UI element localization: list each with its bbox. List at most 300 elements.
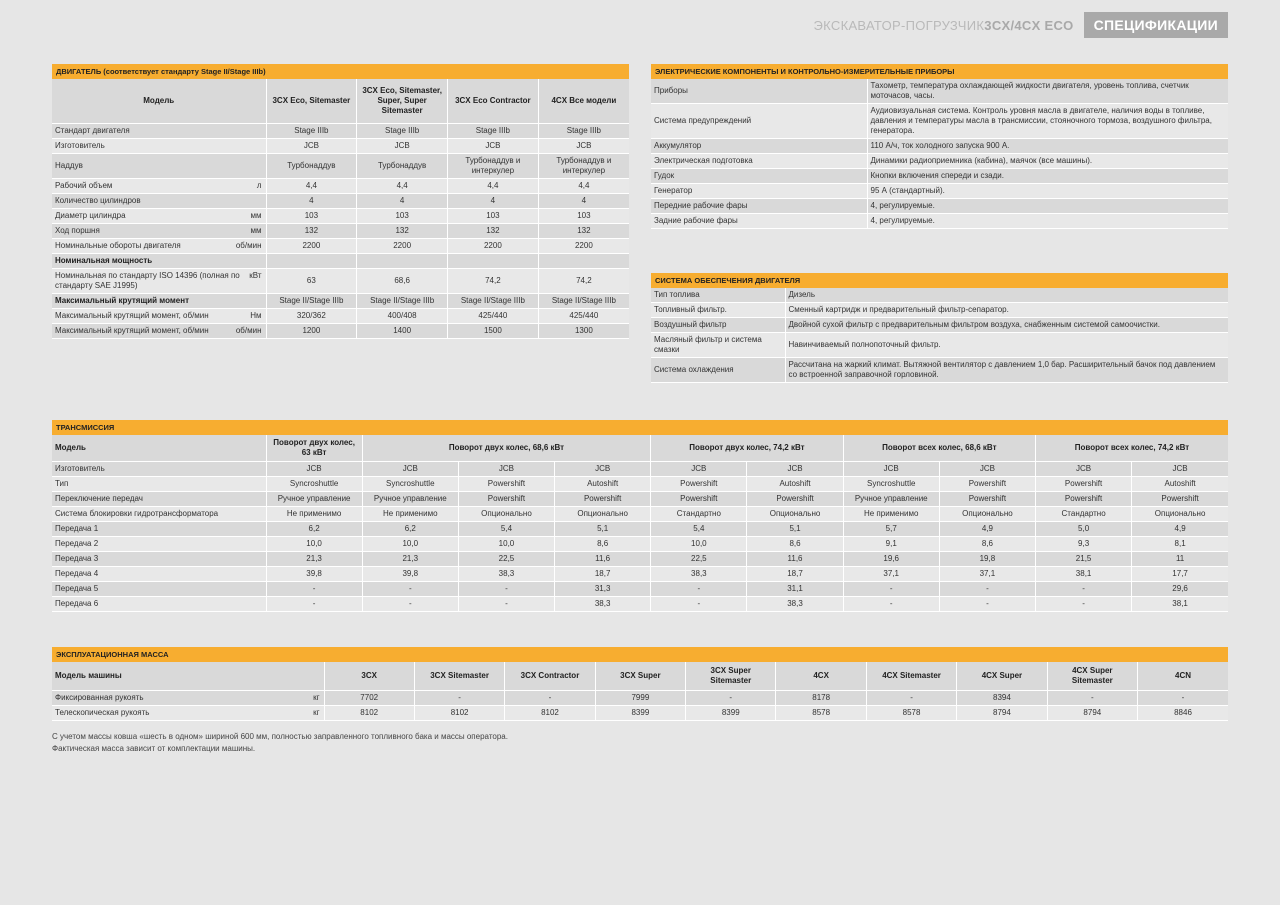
table-row [52, 567, 1228, 582]
row-label-wrap [55, 126, 263, 136]
table-cell: Autoshift [1132, 477, 1228, 492]
mass-table [52, 662, 1228, 721]
table-cell: Autoshift [747, 477, 843, 492]
table-cell: Опционально [1132, 507, 1228, 522]
row-label-text: Диаметр цилиндра [55, 211, 126, 220]
table-row [52, 194, 629, 209]
electric-section [651, 64, 1228, 229]
table-cell: 425/440 [448, 309, 539, 324]
table-cell: 31,1 [747, 582, 843, 597]
electric-table [651, 79, 1228, 229]
table-cell: - [458, 597, 554, 612]
table-cell: 2200 [266, 239, 357, 254]
table-cell: 18,7 [555, 567, 651, 582]
table-cell: 17,7 [1132, 567, 1228, 582]
row-label: Переключение передач [52, 492, 266, 507]
table-cell: 10,0 [266, 537, 362, 552]
transmission-table [52, 435, 1228, 612]
col-header: 3CX Super Sitemaster [686, 662, 776, 691]
row-label: Воздушный фильтр [651, 318, 785, 333]
row-unit: л [256, 181, 262, 190]
table-cell: Stage II/Stage IIIb [266, 294, 357, 309]
table-row [52, 597, 1228, 612]
table-cell: JCB [538, 139, 629, 154]
section-tab: СПЕЦИФИКАЦИИ [1084, 12, 1228, 38]
table-cell: 132 [448, 224, 539, 239]
row-label: Тип топлива [651, 288, 785, 303]
table-row [52, 462, 1228, 477]
table-cell: JCB [843, 462, 939, 477]
footnote [52, 731, 508, 755]
table-cell: 8,1 [1132, 537, 1228, 552]
table-row [52, 179, 629, 194]
table-cell [357, 254, 448, 269]
table-cell: 4 [448, 194, 539, 209]
table-cell: 4,4 [448, 179, 539, 194]
table-cell: 7702 [324, 691, 414, 706]
table-cell: 8399 [595, 706, 685, 721]
table-cell: Syncroshuttle [266, 477, 362, 492]
row-label: Электрическая подготовка [651, 154, 867, 169]
table-cell [538, 254, 629, 269]
table-row [651, 199, 1228, 214]
table-cell: 320/362 [266, 309, 357, 324]
row-label [52, 254, 266, 269]
table-row [651, 79, 1228, 104]
table-row [651, 288, 1228, 303]
table-cell: JCB [448, 139, 539, 154]
table-cell: Powershift [1132, 492, 1228, 507]
table-cell: 1500 [448, 324, 539, 339]
row-label-wrap [55, 296, 263, 306]
product-name: ЭКСКАВАТОР-ПОГРУЗЧИК [813, 17, 985, 33]
col-header: 3CX Eco Contractor [448, 79, 539, 124]
header-row [52, 662, 1228, 691]
footnote-line: С учетом массы ковша «шесть в одном» шириной 600 мм, полностью заправленного топливного бака и массы оператора. [52, 732, 508, 741]
table-cell: - [362, 597, 458, 612]
table-cell: Stage II/Stage IIIb [538, 294, 629, 309]
engine-support-title: СИСТЕМА ОБЕСПЕЧЕНИЯ ДВИГАТЕЛЯ [651, 273, 1228, 288]
table-cell: Autoshift [555, 477, 651, 492]
row-label-wrap [55, 141, 263, 151]
table-cell: - [686, 691, 776, 706]
row-unit: об/мин [235, 326, 262, 335]
table-cell: 132 [266, 224, 357, 239]
row-label: Передача 2 [52, 537, 266, 552]
table-cell: JCB [266, 139, 357, 154]
table-cell: 38,3 [555, 597, 651, 612]
mass-title: ЭКСПЛУАТАЦИОННАЯ МАССА [52, 647, 1228, 662]
table-cell: 132 [357, 224, 448, 239]
table-row [52, 477, 1228, 492]
table-row [52, 537, 1228, 552]
row-label-wrap [55, 708, 321, 718]
table-cell: 11 [1132, 552, 1228, 567]
table-cell: 19,8 [939, 552, 1035, 567]
row-unit: Нм [250, 311, 262, 320]
table-cell: Stage IIIb [538, 124, 629, 139]
row-value: Рассчитана на жаркий климат. Вытяжной вентилятор с давлением 1,0 бар. Расширительный бачок под давлением со встроенной заправочной горловиной. [785, 358, 1228, 383]
table-cell: Опционально [458, 507, 554, 522]
row-label: Топливный фильтр. [651, 303, 785, 318]
table-cell: 11,6 [555, 552, 651, 567]
table-cell: Не применимо [266, 507, 362, 522]
table-cell: Stage IIIb [266, 124, 357, 139]
table-cell: - [939, 582, 1035, 597]
table-cell: Powershift [555, 492, 651, 507]
row-label: Передача 1 [52, 522, 266, 537]
row-label-text: Рабочий объем [55, 181, 113, 190]
col-header: 4CX Sitemaster [866, 662, 956, 691]
row-label-wrap [55, 226, 263, 236]
row-label: Аккумулятор [651, 139, 867, 154]
table-cell: 103 [538, 209, 629, 224]
table-cell: 10,0 [651, 537, 747, 552]
table-cell: 4,4 [538, 179, 629, 194]
table-cell [266, 254, 357, 269]
row-label-wrap [55, 196, 263, 206]
table-cell: - [843, 582, 939, 597]
table-row [52, 239, 629, 254]
table-cell: 1400 [357, 324, 448, 339]
table-cell: 6,2 [266, 522, 362, 537]
row-label-wrap [55, 311, 263, 321]
table-cell: Турбонаддув и интеркулер [538, 154, 629, 179]
table-row [52, 209, 629, 224]
table-cell: Powershift [939, 492, 1035, 507]
table-cell: - [1138, 691, 1228, 706]
table-cell: 74,2 [538, 269, 629, 294]
table-cell: JCB [1036, 462, 1132, 477]
row-value: 95 А (стандартный). [867, 184, 1228, 199]
table-cell [448, 254, 539, 269]
row-value: Двойной сухой фильтр с предварительным фильтром воздуха, снабженным системой самоочистки. [785, 318, 1228, 333]
row-value: 4, регулируемые. [867, 214, 1228, 229]
table-cell: 39,8 [362, 567, 458, 582]
table-cell: - [1036, 582, 1132, 597]
row-label [52, 706, 324, 721]
table-cell: 8794 [957, 706, 1047, 721]
table-cell: 9,1 [843, 537, 939, 552]
table-cell: JCB [747, 462, 843, 477]
table-cell: Турбонаддув [357, 154, 448, 179]
transmission-section [52, 420, 1228, 612]
table-cell: 7999 [595, 691, 685, 706]
table-row [651, 358, 1228, 383]
col-group-header: Поворот двух колес, 63 кВт [266, 435, 362, 462]
table-row [52, 691, 1228, 706]
table-cell: 8102 [324, 706, 414, 721]
row-label-text: Изготовитель [55, 141, 105, 150]
table-cell: 5,4 [651, 522, 747, 537]
table-cell: 10,0 [362, 537, 458, 552]
table-cell: Стандартно [651, 507, 747, 522]
table-cell: 38,3 [458, 567, 554, 582]
table-cell: 18,7 [747, 567, 843, 582]
row-value: 110 А/ч, ток холодного запуска 900 А. [867, 139, 1228, 154]
row-label-text: Телескопическая рукоять [55, 708, 150, 717]
row-label: Тип [52, 477, 266, 492]
table-cell: 2200 [538, 239, 629, 254]
row-label-text: Максимальный крутящий момент, об/мин [55, 326, 209, 335]
table-row [651, 333, 1228, 358]
table-cell: Ручное управление [266, 492, 362, 507]
row-unit: кг [313, 693, 320, 702]
table-cell: - [651, 597, 747, 612]
row-label: Передача 6 [52, 597, 266, 612]
table-cell: Не применимо [843, 507, 939, 522]
engine-section [52, 64, 629, 339]
table-cell: Powershift [458, 477, 554, 492]
table-cell: 4,4 [266, 179, 357, 194]
product-model: 3CX/4CX ECO [984, 17, 1074, 33]
table-cell: 38,1 [1132, 597, 1228, 612]
table-cell: 4 [357, 194, 448, 209]
table-row [52, 154, 629, 179]
table-cell: 29,6 [1132, 582, 1228, 597]
row-label: Задние рабочие фары [651, 214, 867, 229]
electric-title: ЭЛЕКТРИЧЕСКИЕ КОМПОНЕНТЫ И КОНТРОЛЬНО-ИЗМЕРИТЕЛЬНЫЕ ПРИБОРЫ [651, 64, 1228, 79]
table-cell: Не применимо [362, 507, 458, 522]
table-cell: 5,1 [747, 522, 843, 537]
table-cell: Ручное управление [843, 492, 939, 507]
row-unit: мм [250, 211, 262, 220]
row-label: Передача 5 [52, 582, 266, 597]
row-value: Дизель [785, 288, 1228, 303]
row-label-text: Номинальная мощность [55, 256, 153, 265]
row-value: Динамики радиоприемника (кабина), маячок (все машины). [867, 154, 1228, 169]
table-cell: - [266, 582, 362, 597]
table-cell: 74,2 [448, 269, 539, 294]
table-cell: 5,0 [1036, 522, 1132, 537]
table-cell: 8,6 [747, 537, 843, 552]
row-label: Генератор [651, 184, 867, 199]
table-row [651, 184, 1228, 199]
table-cell: Powershift [1036, 492, 1132, 507]
engine-title: ДВИГАТЕЛЬ (соответствует стандарту Stage II/Stage IIIb) [52, 64, 629, 79]
table-cell: - [362, 582, 458, 597]
row-label: Система блокировки гидротрансформатора [52, 507, 266, 522]
page-header [814, 12, 1228, 38]
row-label-wrap [55, 693, 321, 703]
row-label: Передние рабочие фары [651, 199, 867, 214]
engine-support-section [651, 273, 1228, 383]
row-value: Сменный картридж и предварительный фильтр-сепаратор. [785, 303, 1228, 318]
row-unit: мм [250, 226, 262, 235]
table-cell: 2200 [448, 239, 539, 254]
row-label [52, 294, 266, 309]
table-row [52, 124, 629, 139]
col-group-header: Поворот всех колес, 68,6 кВт [843, 435, 1035, 462]
table-cell: 37,1 [843, 567, 939, 582]
table-cell: 2200 [357, 239, 448, 254]
row-label-text: Ход поршня [55, 226, 100, 235]
table-cell: 8578 [776, 706, 866, 721]
row-label-text: Максимальный крутящий момент [55, 296, 189, 305]
table-cell: - [843, 597, 939, 612]
table-row [52, 294, 629, 309]
table-cell: 22,5 [651, 552, 747, 567]
table-cell: Стандартно [1036, 507, 1132, 522]
header-row [52, 79, 629, 124]
col-group-header: Поворот всех колес, 74,2 кВт [1036, 435, 1229, 462]
table-cell: Ручное управление [362, 492, 458, 507]
row-value: Навинчиваемый полнопоточный фильтр. [785, 333, 1228, 358]
col-header: 4CX Все модели [538, 79, 629, 124]
table-cell: Powershift [1036, 477, 1132, 492]
table-row [651, 154, 1228, 169]
row-value: Тахометр, температура охлаждающей жидкости двигателя, уровень топлива, счетчик моточасов, часы. [867, 79, 1228, 104]
table-cell: 8794 [1047, 706, 1137, 721]
table-cell: Powershift [651, 477, 747, 492]
table-cell: 4,4 [357, 179, 448, 194]
row-unit: кг [313, 708, 320, 717]
col-header: 3CX Super [595, 662, 685, 691]
table-cell: Syncroshuttle [362, 477, 458, 492]
row-label-wrap [55, 256, 263, 266]
table-cell: JCB [651, 462, 747, 477]
table-cell: 103 [448, 209, 539, 224]
table-cell: JCB [939, 462, 1035, 477]
table-row [651, 104, 1228, 139]
row-label-text: Номинальная по стандарту ISO 14396 (полная по стандарту SAE J1995) [55, 271, 240, 290]
table-cell: JCB [458, 462, 554, 477]
col-header: 4CX [776, 662, 866, 691]
transmission-title: ТРАНСМИССИЯ [52, 420, 1228, 435]
row-label [52, 239, 266, 254]
header-row [52, 435, 1228, 462]
table-cell: 31,3 [555, 582, 651, 597]
table-cell: Турбонаддув и интеркулер [448, 154, 539, 179]
table-cell: - [505, 691, 595, 706]
col-header-model: Модель [52, 79, 266, 124]
footnote-line: Фактическая масса зависит от комплектации машины. [52, 744, 256, 753]
table-cell: 4,9 [1132, 522, 1228, 537]
table-cell: 4,9 [939, 522, 1035, 537]
table-row [651, 214, 1228, 229]
col-header: 4CX Super [957, 662, 1047, 691]
row-label-wrap [55, 271, 263, 291]
table-cell: 1300 [538, 324, 629, 339]
table-cell: - [866, 691, 956, 706]
table-row [52, 324, 629, 339]
row-label: Система охлаждения [651, 358, 785, 383]
col-group-header: Поворот двух колес, 68,6 кВт [362, 435, 651, 462]
row-label-wrap [55, 326, 263, 336]
row-label-text: Фиксированная рукоять [55, 693, 144, 702]
table-row [52, 492, 1228, 507]
row-label [52, 179, 266, 194]
row-label-text: Стандарт двигателя [55, 126, 130, 135]
col-header: 3CX Eco, Sitemaster [266, 79, 357, 124]
table-cell: 21,5 [1036, 552, 1132, 567]
table-row [52, 507, 1228, 522]
col-header: 3CX Sitemaster [414, 662, 504, 691]
row-label [52, 154, 266, 179]
table-cell: Powershift [651, 492, 747, 507]
row-label: Передача 4 [52, 567, 266, 582]
table-cell: - [651, 582, 747, 597]
table-cell: - [266, 597, 362, 612]
col-header: 4CX Super Sitemaster [1047, 662, 1137, 691]
table-cell: 4 [266, 194, 357, 209]
engine-support-table [651, 288, 1228, 383]
table-cell: 8578 [866, 706, 956, 721]
row-label [52, 269, 266, 294]
row-label [52, 324, 266, 339]
table-cell: Powershift [939, 477, 1035, 492]
col-header: 3CX Contractor [505, 662, 595, 691]
row-label [52, 224, 266, 239]
table-row [651, 303, 1228, 318]
table-cell: - [939, 597, 1035, 612]
row-label: Гудок [651, 169, 867, 184]
col-header: 4CN [1138, 662, 1228, 691]
table-cell: 103 [357, 209, 448, 224]
col-header: 3CX [324, 662, 414, 691]
table-cell: 5,7 [843, 522, 939, 537]
product-title [814, 12, 1084, 38]
row-label-text: Наддув [55, 161, 83, 170]
row-value: Аудиовизуальная система. Контроль уровня масла в двигателе, наличия воды в топливе, давления и температуры масла в трансмиссии, стояночного тормоза, воздушного фильтра, генератора. [867, 104, 1228, 139]
table-row [52, 582, 1228, 597]
col-group-header: Поворот двух колес, 74,2 кВт [651, 435, 843, 462]
table-cell: Опционально [747, 507, 843, 522]
row-label-text: Максимальный крутящий момент, об/мин [55, 311, 209, 320]
table-row [52, 522, 1228, 537]
table-row [52, 254, 629, 269]
table-cell: 10,0 [458, 537, 554, 552]
table-cell: Опционально [939, 507, 1035, 522]
table-cell: - [414, 691, 504, 706]
row-unit: об/мин [235, 241, 262, 250]
table-cell: - [1036, 597, 1132, 612]
row-label: Изготовитель [52, 462, 266, 477]
mass-section [52, 647, 1228, 721]
table-row [52, 224, 629, 239]
table-cell: - [1047, 691, 1137, 706]
row-label-text: Количество цилиндров [55, 196, 141, 205]
table-cell: Powershift [458, 492, 554, 507]
table-row [52, 139, 629, 154]
table-row [52, 269, 629, 294]
table-cell: 8846 [1138, 706, 1228, 721]
table-cell: 103 [266, 209, 357, 224]
table-cell: - [458, 582, 554, 597]
table-cell: 400/408 [357, 309, 448, 324]
table-cell: 39,8 [266, 567, 362, 582]
table-cell: JCB [362, 462, 458, 477]
table-cell: 63 [266, 269, 357, 294]
row-label [52, 309, 266, 324]
table-cell: 8394 [957, 691, 1047, 706]
engine-table [52, 79, 629, 339]
row-label [52, 124, 266, 139]
table-cell: 132 [538, 224, 629, 239]
row-label: Передача 3 [52, 552, 266, 567]
table-cell: JCB [266, 462, 362, 477]
table-cell: 5,4 [458, 522, 554, 537]
table-cell: 11,6 [747, 552, 843, 567]
table-cell: 38,3 [747, 597, 843, 612]
table-cell: JCB [357, 139, 448, 154]
table-cell: 8,6 [555, 537, 651, 552]
table-cell: 8178 [776, 691, 866, 706]
row-label-wrap [55, 211, 263, 221]
table-cell: 8399 [686, 706, 776, 721]
table-cell: JCB [1132, 462, 1228, 477]
row-label-text: Номинальные обороты двигателя [55, 241, 181, 250]
